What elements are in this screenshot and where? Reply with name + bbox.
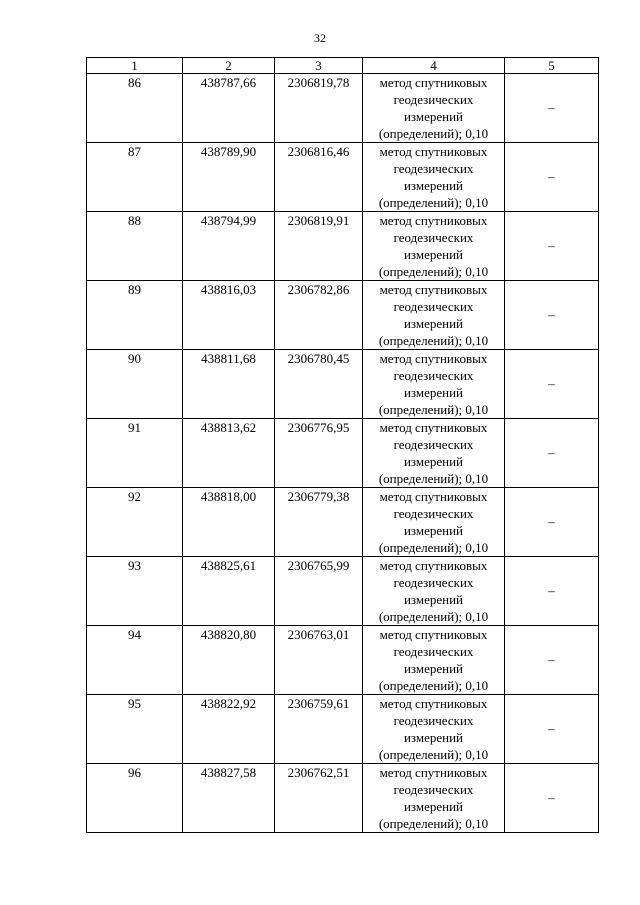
point-number: 89 — [87, 281, 183, 350]
point-number: 91 — [87, 419, 183, 488]
method-text: метод спутниковых геодезических измерений (определений); 0,10 — [378, 627, 489, 693]
table-row — [87, 281, 599, 350]
note-cell — [505, 212, 599, 281]
method-text: метод спутниковых геодезических измерений (определений); 0,10 — [378, 489, 489, 555]
note-dash: – — [548, 169, 555, 184]
note-dash: – — [548, 307, 555, 322]
point-number: 96 — [87, 764, 183, 833]
note-dash: – — [548, 652, 555, 667]
note-dash: – — [548, 583, 555, 598]
coordinate-x: 438787,66 — [183, 74, 275, 143]
point-number: 95 — [87, 695, 183, 764]
note-cell — [505, 143, 599, 212]
point-number: 90 — [87, 350, 183, 419]
point-number: 86 — [87, 74, 183, 143]
method-text: метод спутниковых геодезических измерений (определений); 0,10 — [378, 75, 489, 141]
coordinate-x: 438789,90 — [183, 143, 275, 212]
table-row — [87, 419, 599, 488]
note-cell — [505, 350, 599, 419]
table-row — [87, 557, 599, 626]
coordinate-y: 2306819,91 — [275, 212, 363, 281]
method-text: метод спутниковых геодезических измерений (определений); 0,10 — [378, 420, 489, 486]
coordinate-x: 438820,80 — [183, 626, 275, 695]
table-row — [87, 74, 599, 143]
note-dash: – — [548, 445, 555, 460]
coordinate-x: 438813,62 — [183, 419, 275, 488]
note-dash: – — [548, 100, 555, 115]
column-header-1: 1 — [87, 58, 183, 74]
table-row — [87, 626, 599, 695]
method-cell — [363, 419, 505, 488]
note-cell — [505, 281, 599, 350]
method-cell — [363, 626, 505, 695]
coordinate-x: 438825,61 — [183, 557, 275, 626]
note-dash: – — [548, 790, 555, 805]
method-text: метод спутниковых геодезических измерений (определений); 0,10 — [378, 351, 489, 417]
coordinate-x: 438816,03 — [183, 281, 275, 350]
coordinate-y: 2306776,95 — [275, 419, 363, 488]
note-dash: – — [548, 721, 555, 736]
point-number: 94 — [87, 626, 183, 695]
coordinate-y: 2306819,78 — [275, 74, 363, 143]
coordinate-x: 438818,00 — [183, 488, 275, 557]
coordinate-y: 2306765,99 — [275, 557, 363, 626]
table-row — [87, 143, 599, 212]
note-cell — [505, 695, 599, 764]
method-cell — [363, 350, 505, 419]
coordinate-y: 2306762,51 — [275, 764, 363, 833]
table-row — [87, 764, 599, 833]
note-cell — [505, 419, 599, 488]
coordinate-y: 2306779,38 — [275, 488, 363, 557]
column-header-2: 2 — [183, 58, 275, 74]
coordinates-table — [86, 57, 599, 833]
coordinate-x: 438794,99 — [183, 212, 275, 281]
method-cell — [363, 281, 505, 350]
coordinate-x: 438811,68 — [183, 350, 275, 419]
point-number: 92 — [87, 488, 183, 557]
page-number: 32 — [314, 31, 326, 45]
method-cell — [363, 143, 505, 212]
coordinate-x: 438827,58 — [183, 764, 275, 833]
method-cell — [363, 212, 505, 281]
note-dash: – — [548, 514, 555, 529]
coordinate-x: 438822,92 — [183, 695, 275, 764]
note-dash: – — [548, 376, 555, 391]
point-number: 87 — [87, 143, 183, 212]
table-row — [87, 350, 599, 419]
note-dash: – — [548, 238, 555, 253]
method-text: метод спутниковых геодезических измерений (определений); 0,10 — [378, 213, 489, 279]
method-text: метод спутниковых геодезических измерений (определений); 0,10 — [378, 558, 489, 624]
coordinate-y: 2306780,45 — [275, 350, 363, 419]
method-cell — [363, 74, 505, 143]
table-body — [87, 74, 599, 833]
point-number: 93 — [87, 557, 183, 626]
coordinate-y: 2306763,01 — [275, 626, 363, 695]
method-cell — [363, 488, 505, 557]
method-text: метод спутниковых геодезических измерений (определений); 0,10 — [378, 765, 489, 831]
column-header-4: 4 — [363, 58, 505, 74]
table-row — [87, 212, 599, 281]
point-number: 88 — [87, 212, 183, 281]
method-cell — [363, 764, 505, 833]
table-row — [87, 488, 599, 557]
note-cell — [505, 74, 599, 143]
note-cell — [505, 764, 599, 833]
column-header-3: 3 — [275, 58, 363, 74]
coordinate-y: 2306759,61 — [275, 695, 363, 764]
note-cell — [505, 557, 599, 626]
method-cell — [363, 695, 505, 764]
method-cell — [363, 557, 505, 626]
method-text: метод спутниковых геодезических измерений (определений); 0,10 — [378, 696, 489, 762]
coordinate-y: 2306816,46 — [275, 143, 363, 212]
note-cell — [505, 488, 599, 557]
column-header-5: 5 — [505, 58, 599, 74]
table-header-row — [87, 58, 599, 74]
method-text: метод спутниковых геодезических измерений (определений); 0,10 — [378, 144, 489, 210]
method-text: метод спутниковых геодезических измерений (определений); 0,10 — [378, 282, 489, 348]
coordinate-y: 2306782,86 — [275, 281, 363, 350]
note-cell — [505, 626, 599, 695]
table-row — [87, 695, 599, 764]
